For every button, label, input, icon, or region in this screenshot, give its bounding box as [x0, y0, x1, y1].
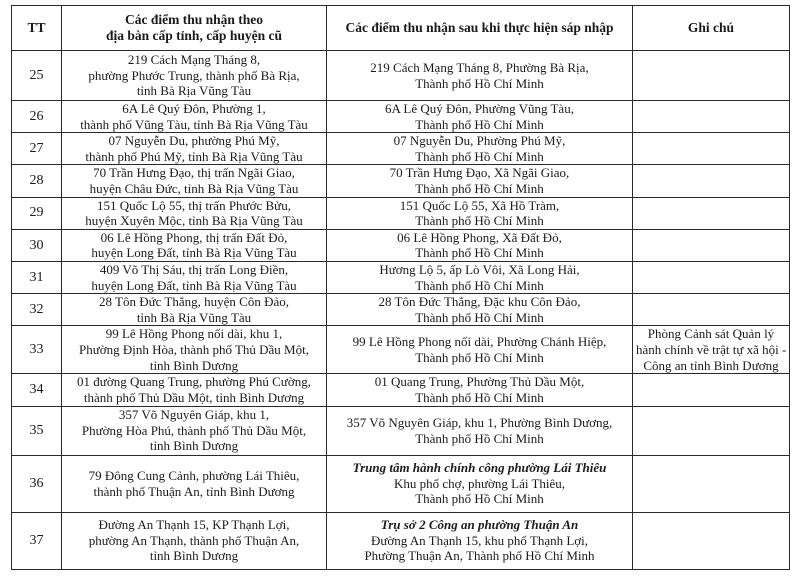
row-number: 35: [12, 406, 62, 455]
new-address: 219 Cách Mạng Tháng 8, Phường Bà Rịa, Thành phố Hồ Chí Minh: [327, 51, 633, 101]
table-row: [12, 133, 790, 165]
new-address: 70 Trần Hưng Đạo, Xã Ngãi Giao, Thành phố Hồ Chí Minh: [327, 165, 633, 197]
row-number: 26: [12, 101, 62, 133]
old-address: 01 đường Quang Trung, phường Phú Cường, thành phố Thủ Dầu Một, tỉnh Bình Dương: [62, 374, 327, 406]
new-address: 07 Nguyễn Du, Phường Phú Mỹ, Thành phố Hồ Chí Minh: [327, 133, 633, 165]
new-address: Trụ sở 2 Công an phường Thuận An Đường An Thạnh 15, khu phố Thạnh Lợi, Phường Thuận An, Thành phố Hồ Chí Minh: [327, 512, 633, 569]
new-address: Trung tâm hành chính công phường Lái Thiêu Khu phố chợ, phường Lái Thiêu, Thành phố Hồ Chí Minh: [327, 455, 633, 512]
row-number: 25: [12, 51, 62, 101]
old-address: 06 Lê Hồng Phong, thị trấn Đất Đỏ, huyện Long Đất, tỉnh Bà Rịa Vũng Tàu: [62, 229, 327, 261]
row-number: 37: [12, 512, 62, 569]
table-row: [12, 197, 790, 229]
table-row: [12, 51, 790, 101]
header-row: [12, 6, 790, 51]
table-row: [12, 455, 790, 512]
header-note: Ghi chú: [633, 6, 790, 51]
new-location-title: Trung tâm hành chính công phường Lái Thiêu: [352, 460, 607, 476]
note-cell: [633, 512, 790, 569]
row-number: 30: [12, 229, 62, 261]
table-row: [12, 101, 790, 133]
old-address: 6A Lê Quý Đôn, Phường 1, thành phố Vũng Tàu, tỉnh Bà Rịa Vũng Tàu: [62, 101, 327, 133]
header-tt: TT: [12, 6, 62, 51]
note-cell: [633, 406, 790, 455]
row-number: 32: [12, 294, 62, 326]
old-address: 07 Nguyễn Du, phường Phú Mỹ, thành phố Phú Mỹ, tỉnh Bà Rịa Vũng Tàu: [62, 133, 327, 165]
new-address: Hương Lộ 5, ấp Lò Vôi, Xã Long Hải, Thành phố Hồ Chí Minh: [327, 261, 633, 293]
new-address: 01 Quang Trung, Phường Thủ Dầu Một, Thành phố Hồ Chí Minh: [327, 374, 633, 406]
old-address: 79 Đông Cung Cảnh, phường Lái Thiêu, thành phố Thuận An, tỉnh Bình Dương: [62, 455, 327, 512]
note-cell: [633, 229, 790, 261]
header-old-locations: Các điểm thu nhận theo địa bàn cấp tỉnh, cấp huyện cũ: [62, 6, 327, 51]
note-cell: [633, 294, 790, 326]
row-number: 27: [12, 133, 62, 165]
row-number: 33: [12, 326, 62, 374]
old-address: 70 Trần Hưng Đạo, thị trấn Ngãi Giao, huyện Châu Đức, tỉnh Bà Rịa Vũng Tàu: [62, 165, 327, 197]
new-address: 151 Quốc Lộ 55, Xã Hồ Tràm, Thành phố Hồ Chí Minh: [327, 197, 633, 229]
table-row: [12, 229, 790, 261]
address-table: [11, 5, 790, 570]
new-location-title: Trụ sở 2 Công an phường Thuận An: [380, 517, 579, 533]
old-address: 409 Võ Thị Sáu, thị trấn Long Điền, huyện Long Đất, tỉnh Bà Rịa Vũng Tàu: [62, 261, 327, 293]
table-row: [12, 406, 790, 455]
row-number: 36: [12, 455, 62, 512]
row-number: 34: [12, 374, 62, 406]
note-cell: [633, 455, 790, 512]
note-cell: [633, 51, 790, 101]
note-cell: [633, 133, 790, 165]
row-number: 31: [12, 261, 62, 293]
old-address: 99 Lê Hồng Phong nối dài, khu 1, Phường Định Hòa, thành phố Thủ Dầu Một, tỉnh Bình Dương: [62, 326, 327, 374]
row-number: 29: [12, 197, 62, 229]
new-address: 06 Lê Hồng Phong, Xã Đất Đỏ, Thành phố Hồ Chí Minh: [327, 229, 633, 261]
note-cell: [633, 374, 790, 406]
table-row: [12, 261, 790, 293]
old-address: 219 Cách Mạng Tháng 8, phường Phước Trung, thành phố Bà Rịa, tỉnh Bà Rịa Vũng Tàu: [62, 51, 327, 101]
table-row: [12, 512, 790, 569]
new-address: 6A Lê Quý Đôn, Phường Vũng Tàu, Thành phố Hồ Chí Minh: [327, 101, 633, 133]
table-row: [12, 165, 790, 197]
new-address: 357 Võ Nguyên Giáp, khu 1, Phường Bình Dương, Thành phố Hồ Chí Minh: [327, 406, 633, 455]
new-address: 99 Lê Hồng Phong nối dài, Phường Chánh Hiệp, Thành phố Hồ Chí Minh: [327, 326, 633, 374]
note-cell: [633, 165, 790, 197]
old-address: 28 Tôn Đức Thắng, huyện Côn Đảo, tỉnh Bà Rịa Vũng Tàu: [62, 294, 327, 326]
old-address: Đường An Thạnh 15, KP Thạnh Lợi, phường An Thạnh, thành phố Thuận An, tỉnh Bình Dương: [62, 512, 327, 569]
old-address: 357 Võ Nguyên Giáp, khu 1, Phường Hòa Phú, thành phố Thủ Dầu Một, tỉnh Bình Dương: [62, 406, 327, 455]
note-cell: Phòng Cảnh sát Quản lý hành chính về trật tự xã hội - Công an tỉnh Bình Dương: [633, 326, 790, 374]
row-number: 28: [12, 165, 62, 197]
header-new-locations: Các điểm thu nhận sau khi thực hiện sáp nhập: [327, 6, 633, 51]
new-address: 28 Tôn Đức Thắng, Đặc khu Côn Đảo, Thành phố Hồ Chí Minh: [327, 294, 633, 326]
table-row: [12, 294, 790, 326]
old-address: 151 Quốc Lộ 55, thị trấn Phước Bửu, huyện Xuyên Mộc, tỉnh Bà Rịa Vũng Tàu: [62, 197, 327, 229]
table-row: [12, 374, 790, 406]
note-cell: [633, 197, 790, 229]
note-cell: [633, 261, 790, 293]
table-row: [12, 326, 790, 374]
note-cell: [633, 101, 790, 133]
